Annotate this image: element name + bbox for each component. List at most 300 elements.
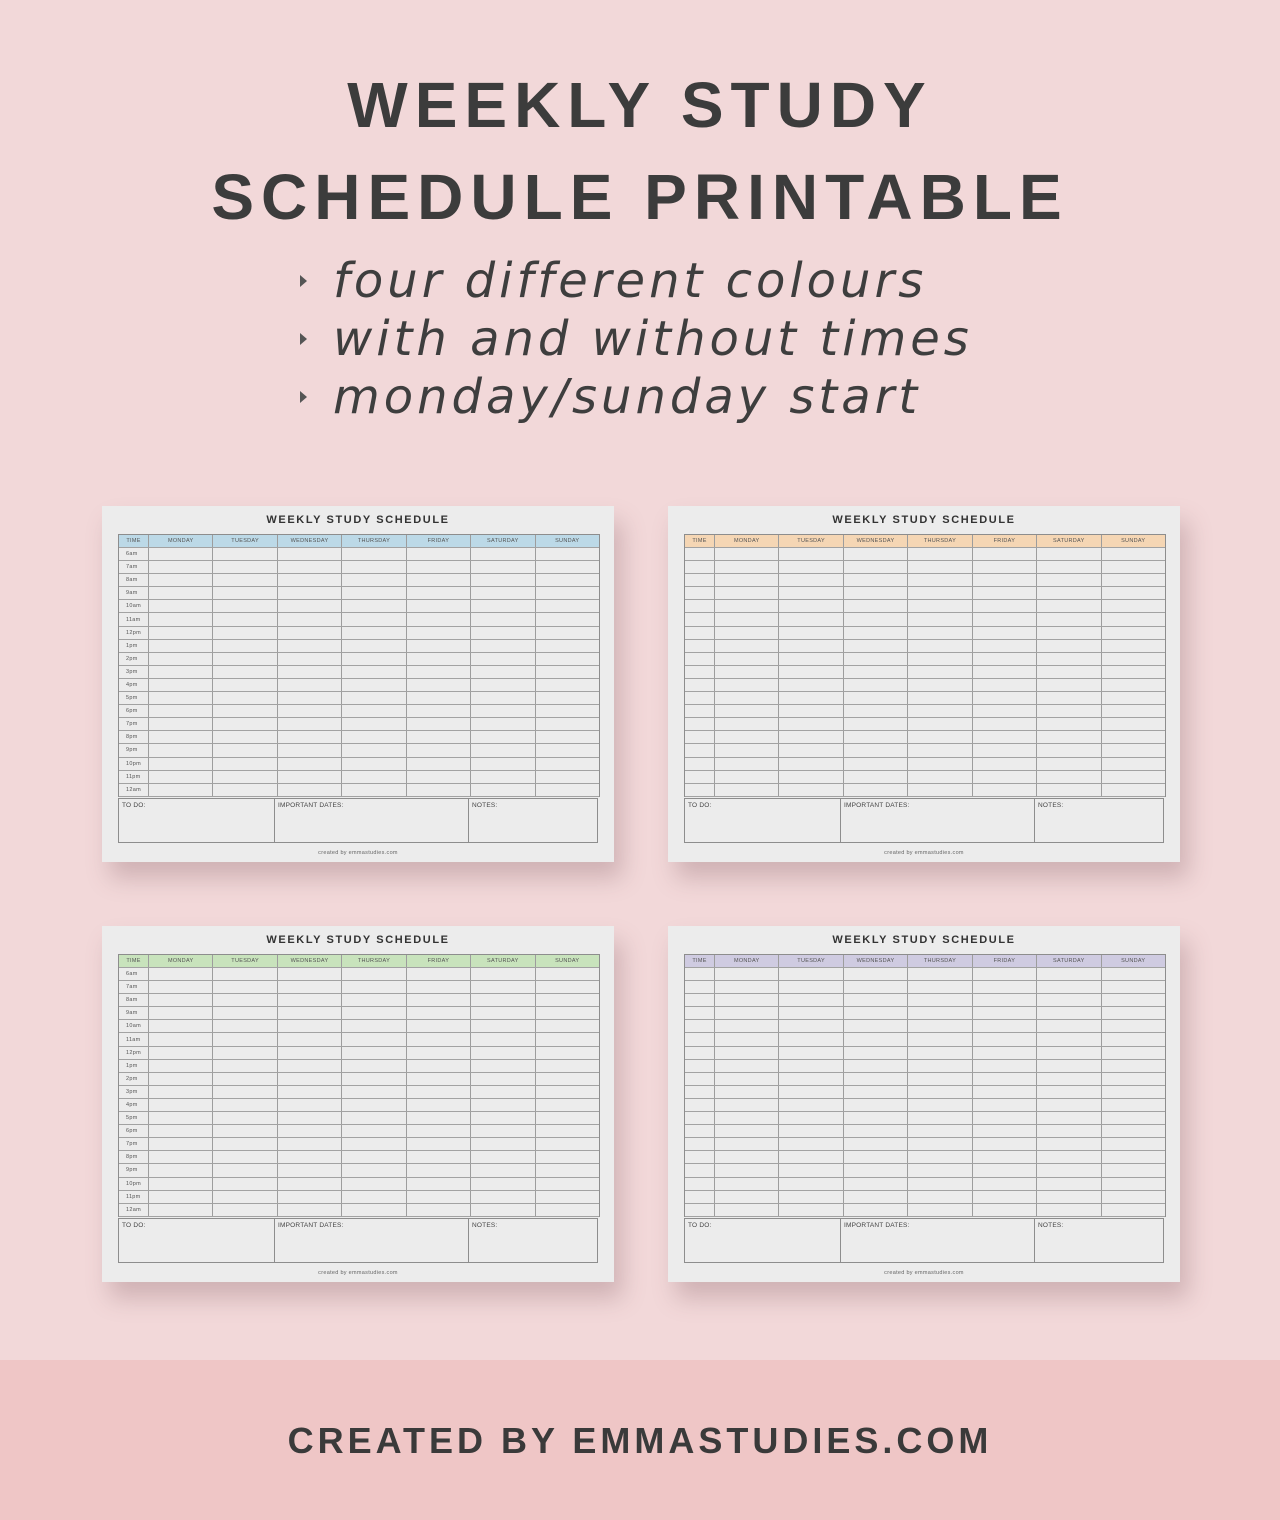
time-label: 5pm <box>119 692 149 704</box>
schedule-grid <box>118 954 600 1217</box>
slot-cell <box>1102 1020 1165 1032</box>
slot-cell <box>471 692 535 704</box>
time-slot-row <box>685 1178 1165 1191</box>
slot-cell <box>973 744 1037 756</box>
slot-cell <box>342 1073 406 1085</box>
slot-cell <box>973 1125 1037 1137</box>
slot-cell <box>407 731 471 743</box>
time-slot-row <box>685 731 1165 744</box>
slot-cell <box>844 548 908 560</box>
slot-cell <box>715 1204 779 1216</box>
sheet-title: WEEKLY STUDY SCHEDULE <box>832 514 1016 526</box>
time-slot-row <box>119 1020 599 1033</box>
notes-box: NOTES: <box>472 802 498 809</box>
day-header: WEDNESDAY <box>278 955 342 967</box>
time-slot-row <box>685 1020 1165 1033</box>
slot-cell <box>1102 1086 1165 1098</box>
slot-cell <box>1037 692 1101 704</box>
slot-cell <box>536 1138 599 1150</box>
time-label <box>685 1204 715 1216</box>
slot-cell <box>844 1060 908 1072</box>
slot-cell <box>715 679 779 691</box>
slot-cell <box>1102 692 1165 704</box>
time-label <box>685 692 715 704</box>
slot-cell <box>1037 1020 1101 1032</box>
slot-cell <box>715 561 779 573</box>
slot-cell <box>278 1151 342 1163</box>
slot-cell <box>844 1164 908 1176</box>
slot-cell <box>213 548 277 560</box>
slot-cell <box>908 1204 972 1216</box>
slot-cell <box>149 1007 213 1019</box>
slot-cell <box>342 600 406 612</box>
slot-cell <box>779 1151 843 1163</box>
time-column-header: TIME <box>119 535 149 547</box>
slot-cell <box>844 784 908 796</box>
slot-cell <box>342 1112 406 1124</box>
slot-cell <box>973 679 1037 691</box>
slot-cell <box>149 548 213 560</box>
slot-cell <box>973 561 1037 573</box>
slot-cell <box>407 1099 471 1111</box>
time-slot-row <box>119 627 599 640</box>
slot-cell <box>908 561 972 573</box>
time-slot-row <box>119 784 599 797</box>
slot-cell <box>278 1033 342 1045</box>
slot-cell <box>1037 1191 1101 1203</box>
time-column-header: TIME <box>685 955 715 967</box>
slot-cell <box>973 1164 1037 1176</box>
slot-cell <box>213 705 277 717</box>
slot-cell <box>407 666 471 678</box>
slot-cell <box>471 1204 535 1216</box>
slot-cell <box>715 1060 779 1072</box>
day-header: THURSDAY <box>908 955 972 967</box>
time-label: 9pm <box>119 744 149 756</box>
grid-header-row <box>685 955 1165 968</box>
slot-cell <box>779 771 843 783</box>
slot-cell <box>1102 744 1165 756</box>
slot-cell <box>908 1060 972 1072</box>
slot-cell <box>536 705 599 717</box>
slot-cell <box>407 1178 471 1190</box>
slot-cell <box>779 640 843 652</box>
day-header: WEDNESDAY <box>278 535 342 547</box>
slot-cell <box>973 784 1037 796</box>
time-slot-row <box>119 587 599 600</box>
slot-cell <box>213 981 277 993</box>
slot-cell <box>908 1125 972 1137</box>
slot-cell <box>149 731 213 743</box>
slot-cell <box>1037 666 1101 678</box>
slot-cell <box>278 758 342 770</box>
time-slot-row <box>685 1112 1165 1125</box>
slot-cell <box>973 627 1037 639</box>
slot-cell <box>908 1178 972 1190</box>
slot-cell <box>1102 1060 1165 1072</box>
slot-cell <box>342 679 406 691</box>
time-slot-row <box>685 981 1165 994</box>
slot-cell <box>149 1204 213 1216</box>
slot-cell <box>278 561 342 573</box>
slot-cell <box>779 1086 843 1098</box>
slot-cell <box>278 1086 342 1098</box>
slot-cell <box>715 981 779 993</box>
slot-cell <box>342 968 406 980</box>
time-slot-row <box>119 653 599 666</box>
slot-cell <box>1037 679 1101 691</box>
time-label <box>685 705 715 717</box>
slot-cell <box>536 1164 599 1176</box>
slot-cell <box>278 1073 342 1085</box>
slot-cell <box>471 600 535 612</box>
slot-cell <box>278 731 342 743</box>
slot-cell <box>471 640 535 652</box>
slot-cell <box>715 640 779 652</box>
slot-cell <box>908 587 972 599</box>
slot-cell <box>407 1138 471 1150</box>
time-label <box>685 1164 715 1176</box>
slot-cell <box>715 705 779 717</box>
time-slot-row <box>119 1191 599 1204</box>
slot-cell <box>407 744 471 756</box>
slot-cell <box>844 1138 908 1150</box>
time-slot-row <box>119 744 599 757</box>
slot-cell <box>149 758 213 770</box>
time-label: 4pm <box>119 679 149 691</box>
time-slot-row <box>685 1191 1165 1204</box>
slot-cell <box>149 1112 213 1124</box>
slot-cell <box>779 1125 843 1137</box>
slot-cell <box>779 1204 843 1216</box>
slot-cell <box>973 758 1037 770</box>
slot-cell <box>1037 1204 1101 1216</box>
slot-cell <box>536 548 599 560</box>
slot-cell <box>213 784 277 796</box>
slot-cell <box>1037 968 1101 980</box>
todo-box: TO DO: <box>119 799 275 842</box>
slot-cell <box>844 981 908 993</box>
notes-section <box>684 1218 1164 1263</box>
slot-cell <box>844 587 908 599</box>
time-slot-row <box>685 1073 1165 1086</box>
slot-cell <box>1037 744 1101 756</box>
slot-cell <box>536 1073 599 1085</box>
slot-cell <box>342 994 406 1006</box>
slot-cell <box>278 718 342 730</box>
slot-cell <box>1037 1099 1101 1111</box>
todo-box: TO DO: <box>685 799 841 842</box>
triangle-bullet-icon <box>300 333 307 345</box>
slot-cell <box>844 1204 908 1216</box>
slot-cell <box>715 600 779 612</box>
slot-cell <box>213 1020 277 1032</box>
time-slot-row <box>119 771 599 784</box>
time-label: 7am <box>119 561 149 573</box>
time-slot-row <box>119 640 599 653</box>
slot-cell <box>342 718 406 730</box>
time-label <box>685 1125 715 1137</box>
slot-cell <box>278 784 342 796</box>
time-label: 1pm <box>119 640 149 652</box>
time-label <box>685 1178 715 1190</box>
slot-cell <box>342 574 406 586</box>
slot-cell <box>471 968 535 980</box>
feature-item <box>296 310 1056 368</box>
slot-cell <box>844 600 908 612</box>
slot-cell <box>844 718 908 730</box>
slot-cell <box>536 718 599 730</box>
slot-cell <box>149 705 213 717</box>
slot-cell <box>715 1151 779 1163</box>
slot-cell <box>342 666 406 678</box>
time-label <box>685 1033 715 1045</box>
time-slot-row <box>119 1086 599 1099</box>
slot-cell <box>213 771 277 783</box>
time-slot-row <box>119 1060 599 1073</box>
time-slot-row <box>685 561 1165 574</box>
time-slot-row <box>119 968 599 981</box>
slot-cell <box>278 666 342 678</box>
slot-cell <box>973 1060 1037 1072</box>
slot-cell <box>973 994 1037 1006</box>
slot-cell <box>1102 1007 1165 1019</box>
day-header: FRIDAY <box>973 535 1037 547</box>
slot-cell <box>908 1033 972 1045</box>
slot-cell <box>471 784 535 796</box>
time-label <box>685 771 715 783</box>
slot-cell <box>278 1020 342 1032</box>
slot-cell <box>908 784 972 796</box>
slot-cell <box>407 679 471 691</box>
slot-cell <box>536 981 599 993</box>
slot-cell <box>213 1204 277 1216</box>
slot-cell <box>278 627 342 639</box>
slot-cell <box>213 587 277 599</box>
slot-cell <box>407 1191 471 1203</box>
slot-cell <box>407 1047 471 1059</box>
time-slot-row <box>685 692 1165 705</box>
slot-cell <box>471 1007 535 1019</box>
slot-cell <box>536 613 599 625</box>
time-slot-row <box>685 1125 1165 1138</box>
day-header: TUESDAY <box>213 535 277 547</box>
slot-cell <box>779 1178 843 1190</box>
slot-cell <box>908 1020 972 1032</box>
slot-cell <box>278 653 342 665</box>
slot-cell <box>536 731 599 743</box>
slot-cell <box>149 600 213 612</box>
slot-cell <box>342 758 406 770</box>
slot-cell <box>342 705 406 717</box>
slot-cell <box>908 981 972 993</box>
slot-cell <box>278 705 342 717</box>
day-header: SATURDAY <box>471 535 535 547</box>
slot-cell <box>908 1164 972 1176</box>
time-slot-row <box>685 653 1165 666</box>
time-slot-row <box>119 1164 599 1177</box>
day-header: WEDNESDAY <box>844 535 908 547</box>
time-slot-row <box>119 1112 599 1125</box>
slot-cell <box>715 587 779 599</box>
slot-cell <box>844 1125 908 1137</box>
time-slot-row <box>119 600 599 613</box>
slot-cell <box>407 1112 471 1124</box>
slot-cell <box>149 744 213 756</box>
slot-cell <box>973 548 1037 560</box>
slot-cell <box>1102 574 1165 586</box>
slot-cell <box>471 994 535 1006</box>
slot-cell <box>779 1020 843 1032</box>
slot-cell <box>213 679 277 691</box>
slot-cell <box>1102 718 1165 730</box>
slot-cell <box>1102 784 1165 796</box>
time-label: 8am <box>119 574 149 586</box>
slot-cell <box>715 1099 779 1111</box>
slot-cell <box>213 627 277 639</box>
slot-cell <box>973 731 1037 743</box>
feature-text: monday/sunday start <box>333 369 922 425</box>
feature-text: four different colours <box>333 253 928 309</box>
slot-cell <box>342 744 406 756</box>
slot-cell <box>278 1204 342 1216</box>
slot-cell <box>213 640 277 652</box>
slot-cell <box>1102 640 1165 652</box>
slot-cell <box>779 587 843 599</box>
slot-cell <box>278 1164 342 1176</box>
slot-cell <box>973 587 1037 599</box>
slot-cell <box>471 1033 535 1045</box>
slot-cell <box>1037 1086 1101 1098</box>
slot-cell <box>1037 548 1101 560</box>
slot-cell <box>407 784 471 796</box>
important-dates-box: IMPORTANT DATES: <box>841 799 1035 842</box>
slot-cell <box>342 771 406 783</box>
time-slot-row <box>119 692 599 705</box>
slot-cell <box>1102 613 1165 625</box>
time-slot-row <box>119 731 599 744</box>
notes-section <box>684 798 1164 843</box>
slot-cell <box>536 640 599 652</box>
sheet-credit: created by emmastudies.com <box>884 850 964 856</box>
slot-cell <box>779 994 843 1006</box>
slot-cell <box>779 1138 843 1150</box>
slot-cell <box>471 1191 535 1203</box>
slot-cell <box>471 1086 535 1098</box>
slot-cell <box>471 1125 535 1137</box>
time-label <box>685 718 715 730</box>
slot-cell <box>844 692 908 704</box>
slot-cell <box>213 968 277 980</box>
slot-cell <box>407 600 471 612</box>
time-label: 7pm <box>119 718 149 730</box>
slot-cell <box>908 1191 972 1203</box>
slot-cell <box>149 666 213 678</box>
time-slot-row <box>685 613 1165 626</box>
time-label: 9am <box>119 1007 149 1019</box>
slot-cell <box>1037 640 1101 652</box>
slot-cell <box>149 968 213 980</box>
slot-cell <box>278 574 342 586</box>
slot-cell <box>407 1007 471 1019</box>
time-column-header: TIME <box>119 955 149 967</box>
slot-cell <box>844 968 908 980</box>
day-header: TUESDAY <box>779 535 843 547</box>
slot-cell <box>471 1178 535 1190</box>
slot-cell <box>536 600 599 612</box>
slot-cell <box>149 1033 213 1045</box>
time-label <box>685 1191 715 1203</box>
time-slot-row <box>119 1073 599 1086</box>
todo-box: TO DO: <box>685 1219 841 1262</box>
time-label: 10pm <box>119 758 149 770</box>
slot-cell <box>536 1204 599 1216</box>
time-slot-row <box>685 994 1165 1007</box>
slot-cell <box>844 1191 908 1203</box>
time-slot-row <box>685 758 1165 771</box>
time-label <box>685 600 715 612</box>
time-slot-row <box>685 784 1165 797</box>
day-header: FRIDAY <box>407 535 471 547</box>
slot-cell <box>407 994 471 1006</box>
slot-cell <box>715 613 779 625</box>
slot-cell <box>536 666 599 678</box>
slot-cell <box>973 705 1037 717</box>
slot-cell <box>1102 994 1165 1006</box>
slot-cell <box>715 1033 779 1045</box>
time-slot-row <box>685 600 1165 613</box>
slot-cell <box>536 574 599 586</box>
slot-cell <box>1037 1138 1101 1150</box>
slot-cell <box>471 613 535 625</box>
slot-cell <box>149 1020 213 1032</box>
slot-cell <box>278 640 342 652</box>
slot-cell <box>1037 1125 1101 1137</box>
time-label: 7pm <box>119 1138 149 1150</box>
day-header: MONDAY <box>149 955 213 967</box>
time-label: 10pm <box>119 1178 149 1190</box>
slot-cell <box>1037 561 1101 573</box>
slot-cell <box>536 1099 599 1111</box>
slot-cell <box>779 679 843 691</box>
slot-cell <box>715 758 779 770</box>
schedule-sheet-green <box>102 926 614 1282</box>
slot-cell <box>471 679 535 691</box>
slot-cell <box>213 1151 277 1163</box>
slot-cell <box>779 1112 843 1124</box>
slot-cell <box>278 692 342 704</box>
slot-cell <box>973 692 1037 704</box>
slot-cell <box>278 1125 342 1137</box>
slot-cell <box>844 1178 908 1190</box>
day-header: FRIDAY <box>407 955 471 967</box>
slot-cell <box>213 613 277 625</box>
time-label: 6am <box>119 548 149 560</box>
important-dates-box: IMPORTANT DATES: <box>841 1219 1035 1262</box>
slot-cell <box>973 968 1037 980</box>
slot-cell <box>471 1099 535 1111</box>
slot-cell <box>1102 1047 1165 1059</box>
slot-cell <box>908 1007 972 1019</box>
slot-cell <box>407 705 471 717</box>
time-slot-row <box>119 1047 599 1060</box>
time-slot-row <box>119 574 599 587</box>
slot-cell <box>278 587 342 599</box>
day-header: TUESDAY <box>213 955 277 967</box>
slot-cell <box>844 1047 908 1059</box>
time-slot-row <box>119 1151 599 1164</box>
slot-cell <box>213 1191 277 1203</box>
